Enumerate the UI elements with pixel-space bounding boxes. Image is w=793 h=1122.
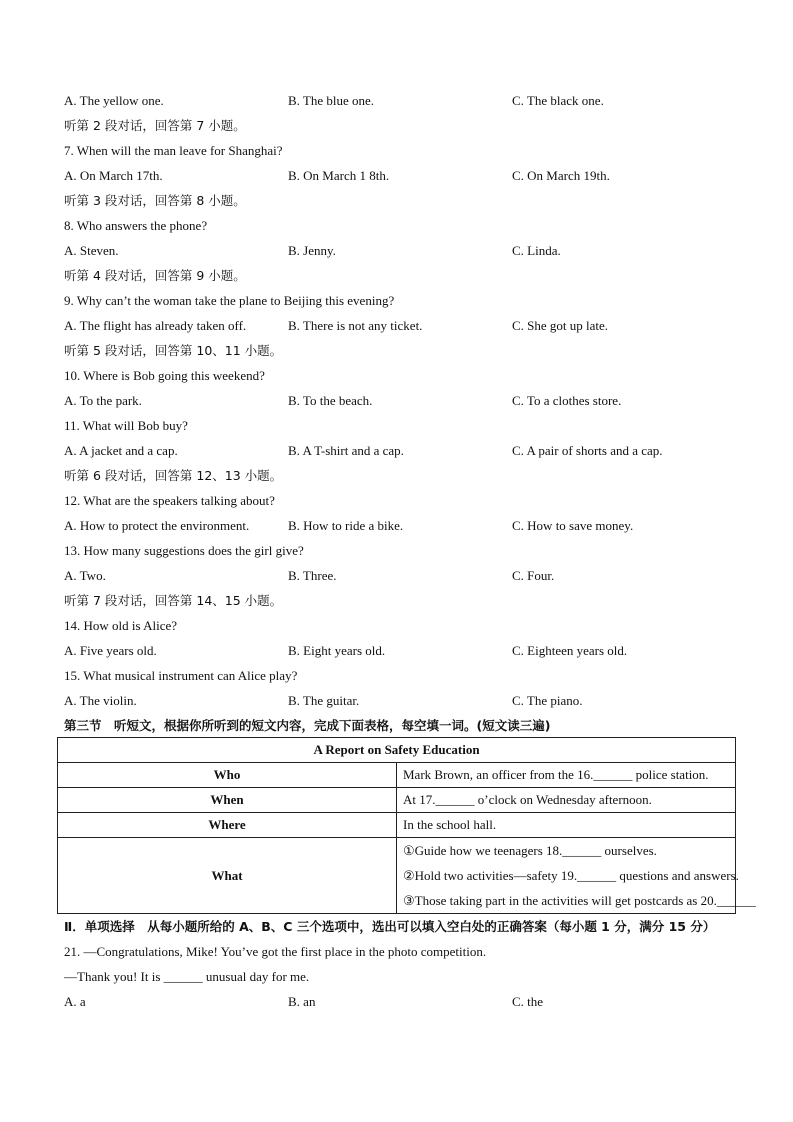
instruction-7: 听第 7 段对话，回答第 14、15 小题。 bbox=[64, 593, 283, 608]
option-b[interactable]: B. To the beach. bbox=[288, 393, 373, 408]
question-21-line-2: —Thank you! It is ______ unusual day for me. bbox=[64, 969, 310, 984]
option-c[interactable]: C. A pair of shorts and a cap. bbox=[512, 443, 663, 458]
when-label: When bbox=[58, 788, 397, 813]
question-13: 13. How many suggestions does the girl give? bbox=[64, 543, 304, 558]
what-item-1: ①Guide how we teenagers 18.______ ourselves. bbox=[403, 843, 657, 858]
who-label: Who bbox=[58, 763, 397, 788]
instruction-4: 听第 4 段对话，回答第 9 小题。 bbox=[64, 268, 246, 283]
option-a[interactable]: A. The violin. bbox=[64, 693, 137, 708]
option-b[interactable]: B. The blue one. bbox=[288, 93, 375, 108]
option-c[interactable]: C. The black one. bbox=[512, 93, 604, 108]
question-list bbox=[64, 88, 736, 738]
question-10: 10. Where is Bob going this weekend? bbox=[64, 368, 265, 383]
q9-options bbox=[64, 313, 736, 338]
question-7: 7. When will the man leave for Shanghai? bbox=[64, 143, 283, 158]
table-row bbox=[58, 813, 736, 838]
instruction-3: 听第 3 段对话，回答第 8 小题。 bbox=[64, 193, 246, 208]
question-9: 9. Why can’t the woman take the plane to Beijing this evening? bbox=[64, 293, 395, 308]
option-c[interactable]: C. Four. bbox=[512, 568, 555, 583]
what-label: What bbox=[58, 838, 397, 914]
q21-options bbox=[64, 989, 736, 1014]
option-c[interactable]: C. On March 19th. bbox=[512, 168, 610, 183]
q15-options bbox=[64, 688, 736, 713]
option-a[interactable]: A. A jacket and a cap. bbox=[64, 443, 178, 458]
q12-options bbox=[64, 513, 736, 538]
q11-options bbox=[64, 438, 736, 463]
instruction-6: 听第 6 段对话，回答第 12、13 小题。 bbox=[64, 468, 283, 483]
report-table bbox=[57, 737, 756, 914]
option-c[interactable]: C. How to save money. bbox=[512, 518, 634, 533]
option-b[interactable]: B. A T-shirt and a cap. bbox=[288, 443, 404, 458]
what-item-2: ②Hold two activities—safety 19.______ questions and answers. bbox=[403, 868, 739, 883]
q7-options bbox=[64, 163, 736, 188]
option-c[interactable]: C. She got up late. bbox=[512, 318, 609, 333]
option-a[interactable]: A. How to protect the environment. bbox=[64, 518, 250, 533]
table-row bbox=[58, 838, 736, 914]
where-value: In the school hall. bbox=[397, 813, 736, 838]
table-title: A Report on Safety Education bbox=[58, 738, 736, 763]
question-14: 14. How old is Alice? bbox=[64, 618, 178, 633]
section-3-heading: 第三节 听短文，根据你所听到的短文内容，完成下面表格，每空填一词。(短文读三遍) bbox=[64, 718, 551, 733]
option-c[interactable]: C. The piano. bbox=[512, 693, 583, 708]
option-c[interactable]: C. Eighteen years old. bbox=[512, 643, 628, 658]
q14-options bbox=[64, 638, 736, 663]
option-c[interactable]: C. To a clothes store. bbox=[512, 393, 622, 408]
option-c[interactable]: C. Linda. bbox=[512, 243, 561, 258]
table-row bbox=[58, 788, 736, 813]
what-item-3: ③Those taking part in the activities will get postcards as 20.______ bbox=[403, 893, 756, 908]
option-a[interactable]: A. The flight has already taken off. bbox=[64, 318, 247, 333]
when-value: At 17.______ o’clock on Wednesday afternoon. bbox=[397, 788, 736, 813]
question-8: 8. Who answers the phone? bbox=[64, 218, 208, 233]
option-b[interactable]: B. an bbox=[288, 994, 316, 1009]
question-11: 11. What will Bob buy? bbox=[64, 418, 188, 433]
option-b[interactable]: B. The guitar. bbox=[288, 693, 360, 708]
option-a[interactable]: A. Two. bbox=[64, 568, 106, 583]
question-12: 12. What are the speakers talking about? bbox=[64, 493, 275, 508]
option-b[interactable]: B. Jenny. bbox=[288, 243, 336, 258]
section-2-heading: Ⅱ．单项选择 从每小题所给的 A、B、C 三个选项中，选出可以填入空白处的正确答案（每小题 1 分，满分 15 分） bbox=[64, 919, 716, 934]
option-a[interactable]: A. Steven. bbox=[64, 243, 119, 258]
section-2 bbox=[64, 914, 736, 1014]
option-b[interactable]: B. There is not any ticket. bbox=[288, 318, 423, 333]
who-value: Mark Brown, an officer from the 16.______ police station. bbox=[397, 763, 736, 788]
option-b[interactable]: B. How to ride a bike. bbox=[288, 518, 404, 533]
q6-options bbox=[64, 88, 736, 113]
option-a[interactable]: A. Five years old. bbox=[64, 643, 157, 658]
table-row bbox=[58, 763, 736, 788]
option-b[interactable]: B. On March 1 8th. bbox=[288, 168, 390, 183]
option-b[interactable]: B. Eight years old. bbox=[288, 643, 386, 658]
option-a[interactable]: A. a bbox=[64, 994, 86, 1009]
q10-options bbox=[64, 388, 736, 413]
where-label: Where bbox=[58, 813, 397, 838]
question-21-line-1: 21. —Congratulations, Mike! You’ve got the first place in the photo competition. bbox=[64, 944, 487, 959]
option-a[interactable]: A. To the park. bbox=[64, 393, 142, 408]
option-c[interactable]: C. the bbox=[512, 994, 544, 1009]
what-values bbox=[397, 838, 756, 914]
option-a[interactable]: A. The yellow one. bbox=[64, 93, 164, 108]
option-b[interactable]: B. Three. bbox=[288, 568, 337, 583]
option-a[interactable]: A. On March 17th. bbox=[64, 168, 163, 183]
q13-options bbox=[64, 563, 736, 588]
question-15: 15. What musical instrument can Alice play? bbox=[64, 668, 298, 683]
instruction-2: 听第 2 段对话，回答第 7 小题。 bbox=[64, 118, 246, 133]
instruction-5: 听第 5 段对话，回答第 10、11 小题。 bbox=[64, 343, 283, 358]
q8-options bbox=[64, 238, 736, 263]
